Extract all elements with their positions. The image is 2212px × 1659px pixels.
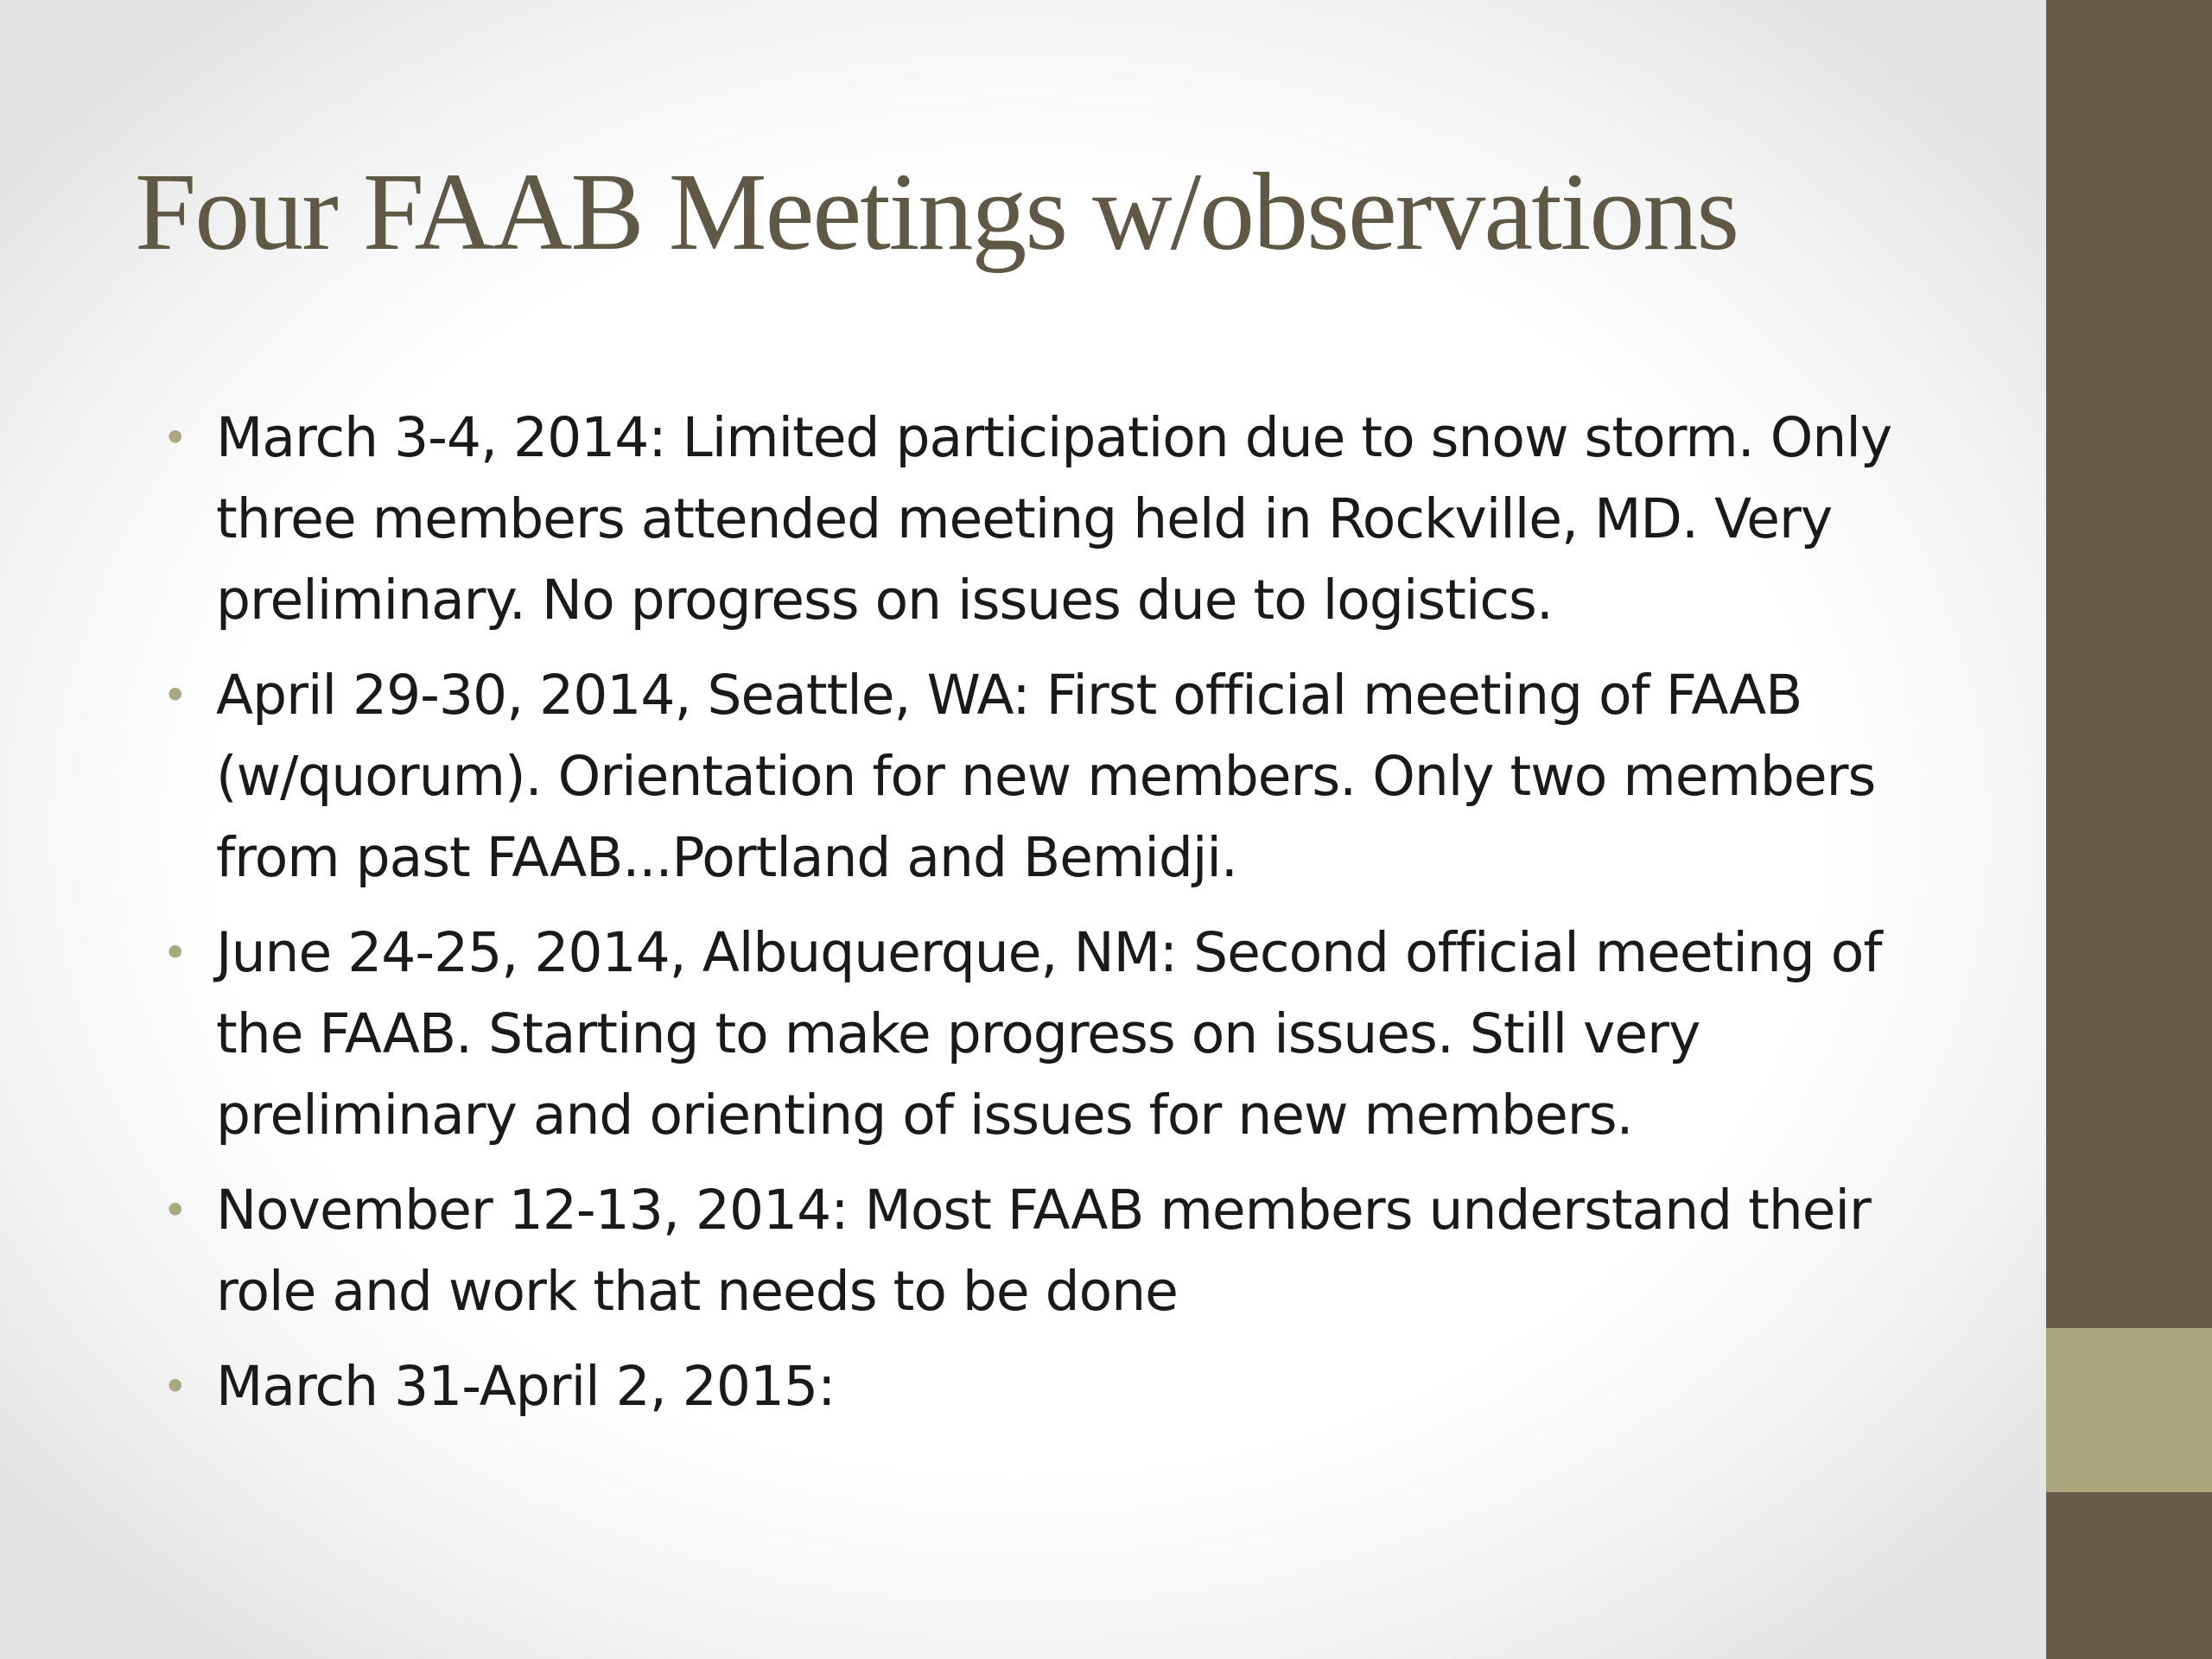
bullet-item	[162, 1170, 1961, 1332]
bullet-list	[162, 397, 1961, 1441]
side-accent-block	[2046, 1328, 2212, 1492]
bullet-item	[162, 655, 1961, 899]
bullet-text: March 31-April 2, 2015:	[216, 1355, 836, 1418]
bullet-item	[162, 912, 1961, 1156]
bullet-dot-icon: •	[162, 671, 188, 721]
bullet-dot-icon: •	[162, 1185, 188, 1236]
slide-title: Four FAAB Meetings w/observations	[135, 150, 1738, 273]
bullet-text: June 24-25, 2014, Albuquerque, NM: Second official meeting of the FAAB. Starting to make progress on issues. Still very preliminary and orienting of issues for new members.	[216, 921, 1882, 1147]
bullet-text: November 12-13, 2014: Most FAAB members understand their role and work that needs to be done	[216, 1179, 1871, 1323]
bullet-text: March 3-4, 2014: Limited participation due to snow storm. Only three members attended meeting held in Rockville, MD. Very preliminary. No progress on issues due to logistics.	[216, 406, 1892, 632]
bullet-text: April 29-30, 2014, Seattle, WA: First official meeting of FAAB (w/quorum). Orientation for new members. Only two members from past FAAB...Portland and Bemidji.	[216, 664, 1876, 889]
bullet-dot-icon: •	[162, 1362, 188, 1412]
bullet-dot-icon: •	[162, 928, 188, 978]
bullet-item	[162, 397, 1961, 641]
bullet-dot-icon: •	[162, 413, 188, 463]
bullet-item	[162, 1346, 1961, 1427]
